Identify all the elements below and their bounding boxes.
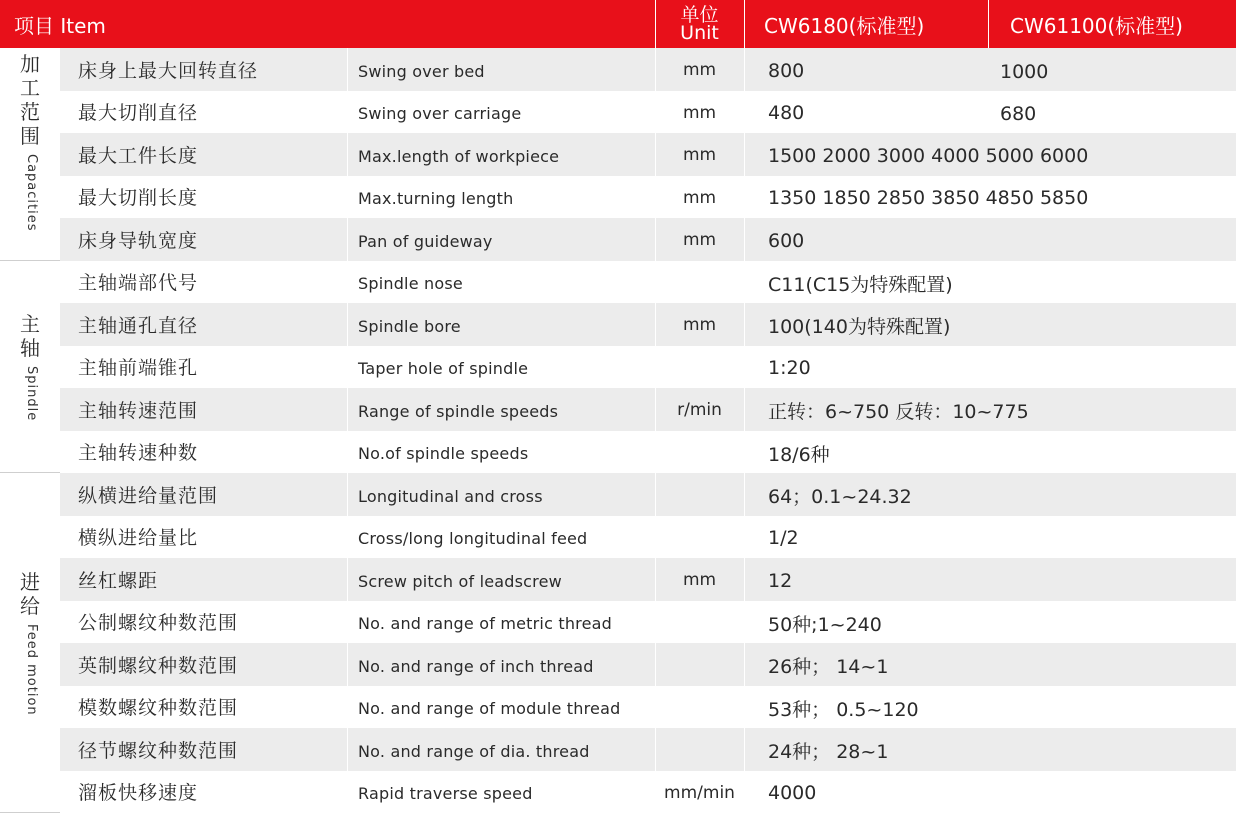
table-row xyxy=(60,728,1236,771)
param-name-en: No. and range of module thread xyxy=(358,699,621,719)
group-label-char: 工 xyxy=(20,76,40,100)
table-row xyxy=(60,261,1236,304)
group-label-cn xyxy=(20,570,42,618)
param-name-cn: 最大切削直径 xyxy=(78,102,199,125)
param-value-cw6180: 26种； 14~1 xyxy=(768,656,889,679)
table-row xyxy=(60,771,1236,814)
param-unit xyxy=(655,728,744,771)
param-unit: mm xyxy=(682,315,717,336)
group-label-en: Feed motion xyxy=(24,624,39,716)
param-name-en: Screw pitch of leadscrew xyxy=(358,571,562,591)
param-value-cw61100: 1000 xyxy=(1000,60,1049,83)
param-value-cw6180: 64；0.1~24.32 xyxy=(768,486,912,509)
param-name-en: Rapid traverse speed xyxy=(358,784,533,804)
column-divider xyxy=(347,48,348,814)
param-name-cn: 主轴转速范围 xyxy=(78,399,199,422)
table-row xyxy=(60,431,1236,474)
group-label-char: 给 xyxy=(20,594,40,619)
param-value-cw61100: 680 xyxy=(1000,103,1037,126)
table-row xyxy=(60,643,1236,686)
table-row xyxy=(60,218,1236,261)
group-label-char: 进 xyxy=(20,570,40,595)
table-row xyxy=(60,601,1236,644)
header-unit xyxy=(655,0,744,48)
param-value-cw6180: 480 xyxy=(768,102,805,125)
column-divider xyxy=(655,48,656,814)
param-value-cw6180: 正转：6~750 反转：10~775 xyxy=(768,401,1029,424)
param-unit: mm xyxy=(682,230,717,251)
param-value-cw6180: 24种； 28~1 xyxy=(768,741,889,764)
param-name-en: Swing over carriage xyxy=(358,104,522,124)
param-name-en: Longitudinal and cross xyxy=(358,486,543,506)
param-value-cw6180: C11(C15为特殊配置) xyxy=(768,273,953,296)
param-name-cn: 英制螺纹种数范围 xyxy=(78,654,239,677)
param-name-cn: 径节螺纹种数范围 xyxy=(78,739,239,762)
param-unit: r/min xyxy=(677,400,722,421)
param-value-cw6180: 1500 2000 3000 4000 5000 6000 xyxy=(768,144,1089,167)
param-unit xyxy=(655,686,744,729)
param-unit xyxy=(655,643,744,686)
header-model-cw6180: CW6180(标准型) xyxy=(744,0,988,48)
param-value-cw6180: 53种； 0.5~120 xyxy=(768,698,919,721)
header-item: 项目 Item xyxy=(0,0,655,48)
param-value-cw6180: 1350 1850 2850 3850 4850 5850 xyxy=(768,187,1089,210)
group-spindle xyxy=(0,261,60,474)
param-name-cn: 主轴通孔直径 xyxy=(78,314,199,337)
param-name-cn: 丝杠螺距 xyxy=(78,569,159,592)
header-model-cw61100: CW61100(标准型) xyxy=(988,0,1236,48)
param-name-cn: 最大工件长度 xyxy=(78,144,199,167)
param-name-cn: 床身导轨宽度 xyxy=(78,229,199,252)
table-row xyxy=(60,686,1236,729)
param-name-en: Range of spindle speeds xyxy=(358,401,559,421)
param-unit xyxy=(655,431,744,474)
table-row xyxy=(60,388,1236,431)
table-row xyxy=(60,303,1236,346)
param-unit xyxy=(655,516,744,559)
param-name-en: Max.length of workpiece xyxy=(358,146,560,166)
group-label-en: Spindle xyxy=(24,366,39,422)
param-name-en: Cross/long longitudinal feed xyxy=(358,529,588,549)
param-name-cn: 床身上最大回转直径 xyxy=(78,59,259,82)
param-name-en: No.of spindle speeds xyxy=(358,444,529,464)
table-row xyxy=(60,516,1236,559)
group-label-char: 主 xyxy=(20,312,40,337)
param-name-en: Spindle nose xyxy=(358,274,463,294)
param-name-cn: 主轴前端锥孔 xyxy=(78,357,199,380)
group-label-cn xyxy=(20,312,42,360)
param-value-cw6180: 18/6种 xyxy=(768,443,830,466)
param-unit xyxy=(655,601,744,644)
table-row xyxy=(60,48,1236,91)
param-unit: mm xyxy=(682,570,717,591)
param-name-en: No. and range of inch thread xyxy=(358,656,594,676)
header-divider xyxy=(744,0,745,48)
param-name-en: No. and range of dia. thread xyxy=(358,741,590,761)
param-unit: mm xyxy=(682,187,717,208)
param-value-cw6180: 100(140为特殊配置) xyxy=(768,316,951,339)
param-value-cw6180: 600 xyxy=(768,229,805,252)
param-name-en: Swing over bed xyxy=(358,61,485,81)
param-name-cn: 横纵进给量比 xyxy=(78,527,199,550)
group-capacities xyxy=(0,48,60,261)
group-label-char: 加 xyxy=(20,52,40,76)
param-name-cn: 模数螺纹种数范围 xyxy=(78,697,239,720)
table-row xyxy=(60,558,1236,601)
param-name-cn: 主轴端部代号 xyxy=(78,272,199,295)
param-unit: mm xyxy=(682,145,717,166)
param-unit xyxy=(655,346,744,389)
param-value-cw6180: 4000 xyxy=(768,782,817,805)
param-unit xyxy=(655,261,744,304)
param-unit xyxy=(655,473,744,516)
table-row xyxy=(60,473,1236,516)
header-divider xyxy=(988,0,989,48)
group-feed-motion xyxy=(0,473,60,813)
param-value-cw6180: 800 xyxy=(768,59,805,82)
param-name-en: Spindle bore xyxy=(358,316,461,336)
table-row xyxy=(60,133,1236,176)
param-value-cw6180: 1:20 xyxy=(768,357,811,380)
param-name-en: Pan of guideway xyxy=(358,231,493,251)
param-name-cn: 主轴转速种数 xyxy=(78,442,199,465)
group-label-char: 轴 xyxy=(20,336,40,361)
column-divider xyxy=(744,48,745,814)
param-value-cw6180: 50种;1~240 xyxy=(768,613,882,636)
group-label-cn xyxy=(20,52,42,148)
table-row xyxy=(60,346,1236,389)
param-name-en: Taper hole of spindle xyxy=(358,359,529,379)
param-unit: mm/min xyxy=(664,782,735,803)
header-unit-en: Unit xyxy=(680,22,719,44)
param-unit: mm xyxy=(682,60,717,81)
table-row xyxy=(60,176,1236,219)
table-row xyxy=(60,91,1236,134)
param-name-cn: 纵横进给量范围 xyxy=(78,484,219,507)
param-name-en: Max.turning length xyxy=(358,189,514,209)
header-unit-cn: 单位 xyxy=(680,4,719,26)
group-label-char: 围 xyxy=(20,124,40,148)
param-name-cn: 最大切削长度 xyxy=(78,187,199,210)
param-unit: mm xyxy=(682,102,717,123)
param-value-cw6180: 1/2 xyxy=(768,527,799,550)
group-label-en: Capacities xyxy=(24,154,39,232)
param-name-en: No. and range of metric thread xyxy=(358,614,613,634)
param-name-cn: 公制螺纹种数范围 xyxy=(78,612,239,635)
group-label-char: 范 xyxy=(20,100,40,124)
param-name-cn: 溜板快移速度 xyxy=(78,782,199,805)
param-value-cw6180: 12 xyxy=(768,569,793,592)
header-divider xyxy=(655,0,656,48)
